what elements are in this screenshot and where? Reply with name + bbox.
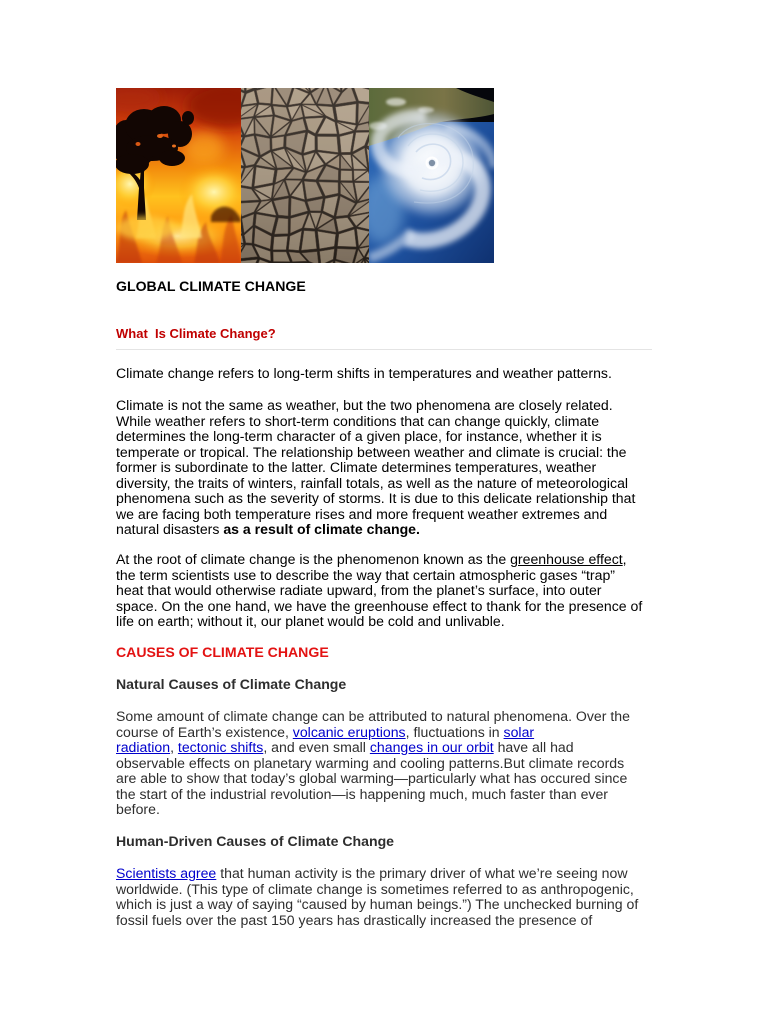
paragraph-greenhouse-effect — [116, 552, 676, 630]
paragraph-natural-causes — [116, 709, 676, 818]
paragraph-text: , fluctuations in — [405, 723, 504, 740]
tectonic-shifts-link[interactable]: tectonic shifts — [177, 739, 264, 755]
greenhouse-effect-link[interactable]: greenhouse effect — [510, 551, 623, 567]
paragraph-definition: Climate change refers to long-term shifts in temperatures and weather patterns. — [116, 365, 612, 381]
emphasis-text: as a result of climate change. — [223, 521, 420, 537]
section-heading-what-is: What Is Climate Change? — [116, 326, 276, 341]
section-heading-causes: CAUSES OF CLIMATE CHANGE — [116, 643, 329, 660]
paragraph-text: that human activity is the primary driver of what we’re seeing now worldwide. (This type of climate change is sometimes referred to as anthropogenic, which is just a way of saying “caused by human beings.”) The unchecked burning of fossil fuels over the past 150 years has drastically increased the presence of — [116, 865, 639, 928]
volcanic-eruptions-link[interactable]: volcanic eruptions — [292, 723, 406, 740]
section-divider — [116, 349, 652, 350]
subheading-natural-causes: Natural Causes of Climate Change — [116, 676, 347, 692]
cracked-earth-photo — [222, 88, 388, 263]
paragraph-text: At the root of climate change is the phenomenon known as the — [116, 551, 511, 567]
hurricane-photo — [360, 88, 494, 263]
scientists-agree-link[interactable]: Scientists agree — [116, 865, 217, 881]
climate-banner-image — [116, 88, 494, 263]
paragraph-text: , the term scientists use to describe the way that certain atmospheric gases “trap” heat that would otherwise radiate upward, from the planet’s surface, into outer space. On the one hand, we have the greenhouse effect to thank for the presence of life on earth; without it, our planet would be cold and unlivable. — [116, 551, 643, 629]
paragraph-text: , — [170, 739, 178, 755]
page-title: GLOBAL CLIMATE CHANGE — [116, 277, 306, 294]
changes-in-our-orbit-link[interactable]: changes in our orbit — [369, 739, 494, 755]
paragraph-text: Some amount of climate change can be attributed to natural phenomena. Over the course of Earth’s existence, — [116, 708, 630, 740]
paragraph-text: , and even small — [263, 739, 370, 755]
subheading-human-causes: Human-Driven Causes of Climate Change — [116, 833, 395, 849]
paragraph-climate-vs-weather — [116, 398, 676, 538]
paragraph-human-causes — [116, 866, 676, 928]
paragraph-text: have all had observable effects on planetary warming and cooling patterns.But climate records are able to show that today’s global warming—particularly what has occured since the start of the industrial revolution—is happening much, much faster than ever before. — [116, 739, 628, 817]
paragraph-text: Climate is not the same as weather, but the two phenomena are closely related. While weather refers to short-term conditions that can change quickly, climate determines the long-term character of a given place, for instance, whether it is temperate or tropical. The relationship between weather and climate is crucial: the former is subordinate to the latter. Climate determines temperatures, weather diversity, the traits of winters, rainfall totals, as well as the nature of meteorological phenomena such as the severity of storms. It is due to this delicate relationship that we are facing both temperature rises and more frequent weather extremes and natural disasters — [116, 397, 636, 537]
solar-radiation-link[interactable]: solar radiation — [116, 723, 535, 755]
